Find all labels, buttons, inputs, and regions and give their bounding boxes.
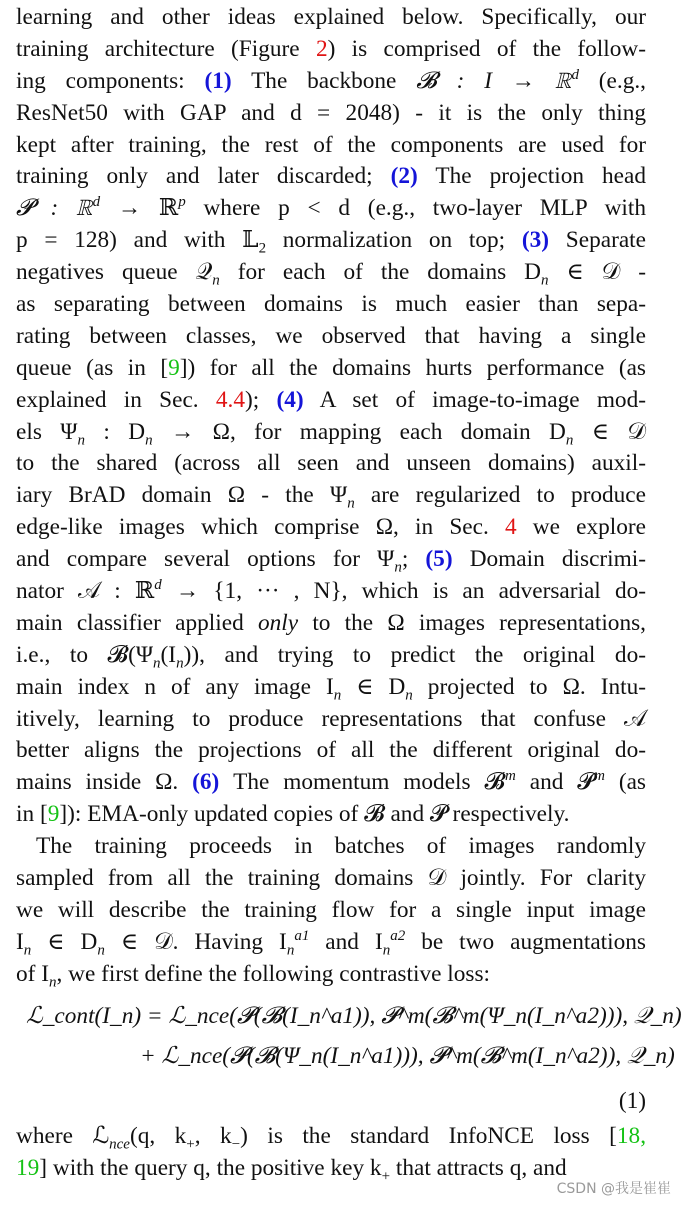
text-line: queue (as in [9]) for all the domains hurts performance (as	[16, 354, 646, 381]
component-tag: (6)	[192, 769, 220, 796]
watermark: CSDN @我是崔崔	[556, 1181, 671, 1197]
component-tag: (1)	[204, 67, 232, 94]
citation-link[interactable]: 18,	[616, 1122, 647, 1149]
text-line: we will describe the training flow for a single input image	[16, 896, 646, 923]
text-line: iary BrAD domain Ω - the $\Psi_n$ are regularized to produce	[16, 482, 646, 513]
equation-line-1: ℒ_cont(I_n) = ℒ_nce(𝓟(𝓑(I_n^a1)), 𝓟^m(𝓑^m(Ψ_n(I_n^a2))), 𝒬_n)	[26, 1002, 682, 1029]
component-tag: (2)	[390, 163, 418, 190]
text-line: main classifier applied only to the Ω images representations,	[16, 609, 646, 636]
text-line: ing components: (1) The backbone 𝓑 : I → ℝ$^d$ (e.g.,	[16, 67, 646, 94]
figure-ref-link[interactable]: 2	[315, 35, 328, 62]
text-line: i.e., to $𝓑(\Psi_n(I_n))$, and trying to predict the original do-	[16, 641, 646, 672]
text-line: edge-like images which comprise Ω, in Sec. 4 we explore	[16, 514, 647, 541]
text-line: explained in Sec. 4.4); (4) A set of image-to-image mod-	[16, 386, 646, 413]
text-line: negatives queue 𝒬$_n$ for each of the domains $D_n$ ∈ 𝒟 -	[16, 259, 646, 289]
text-line: itively, learning to produce representations that confuse 𝒜	[16, 705, 646, 732]
component-tag: (3)	[521, 227, 550, 254]
text-line: training only and later discarded; (2) The projection head	[16, 163, 646, 190]
text-line: mains inside Ω. (6) The momentum models 𝓑$^m$ and 𝓟$^m$ (as	[16, 768, 646, 796]
text-line: The training proceeds in batches of images randomly	[36, 833, 646, 860]
text-line: in [9]): EMA-only updated copies of 𝓑 and 𝓟 respectively.	[16, 801, 570, 828]
text-line: learning and other ideas explained below. Specifically, our	[16, 4, 646, 30]
text-line: sampled from all the training domains 𝒟 jointly. For clarity	[16, 865, 646, 892]
text-line: 𝓟 : ℝ$^d$ → ℝ$^p$ where p < d (e.g., two-layer MLP with	[16, 194, 646, 222]
text-line: of $I_n$, we first define the following contrastive loss:	[16, 960, 490, 991]
citation-link[interactable]: 19	[16, 1154, 40, 1181]
equation-number: (1)	[618, 1087, 646, 1114]
section-ref-link[interactable]: 4	[504, 514, 517, 541]
component-tag: (5)	[425, 546, 453, 573]
text-line: p = 128) and with 𝕃$_2$ normalization on top; (3) Separate	[16, 227, 646, 257]
text-line: better aligns the projections of all the different original do-	[16, 737, 646, 764]
section-ref-link[interactable]: 4.4	[215, 386, 245, 413]
text-line: where ℒ$_{nce}$(q, $k_+$, $k_-$) is the standard InfoNCE loss [18,	[16, 1122, 647, 1153]
text-line: kept after training, the rest of the components are used for	[16, 131, 646, 158]
text-line: els $\Psi_n$ : $D_n \to \Omega$, for mapping each domain $D_n$ ∈ 𝒟	[16, 418, 646, 449]
text-line: nator 𝒜 : ℝ$^d$ → {1, ··· , N}, which is an adversarial do-	[16, 577, 647, 605]
text-line: and compare several options for $\Psi_n$; (5) Domain discrimi-	[16, 546, 646, 576]
citation-link[interactable]: 9	[47, 801, 60, 828]
text-line: 19] with the query q, the positive key $k_+$ that attracts q, and	[16, 1154, 567, 1185]
component-tag: (4)	[276, 386, 304, 413]
text-line: to the shared (across all seen and unseen domains) auxil-	[16, 450, 646, 477]
text-line: $I_n$ ∈ $D_n$ ∈ 𝒟. Having $I_n^{a1}$ and $I_n^{a2}$ be two augmentations	[16, 928, 646, 959]
text-line: as separating between domains is much easier than sepa-	[16, 291, 646, 318]
citation-link[interactable]: 9	[168, 354, 180, 381]
equation-line-2: + ℒ_nce(𝓟(𝓑(Ψ_n(I_n^a1))), 𝓟^m(𝓑^m(I_n^a2)), 𝒬_n)	[140, 1042, 675, 1069]
text-line: main index n of any image $I_n$ ∈ $D_n$ projected to Ω. Intu-	[16, 673, 647, 704]
text-line: rating between classes, we observed that having a single	[16, 322, 646, 349]
text-line: ResNet50 with GAP and d = 2048) - it is the only thing	[16, 99, 646, 126]
text-line: training architecture (Figure 2) is comprised of the follow-	[16, 35, 646, 62]
paper-text-column	[16, 2, 682, 1185]
